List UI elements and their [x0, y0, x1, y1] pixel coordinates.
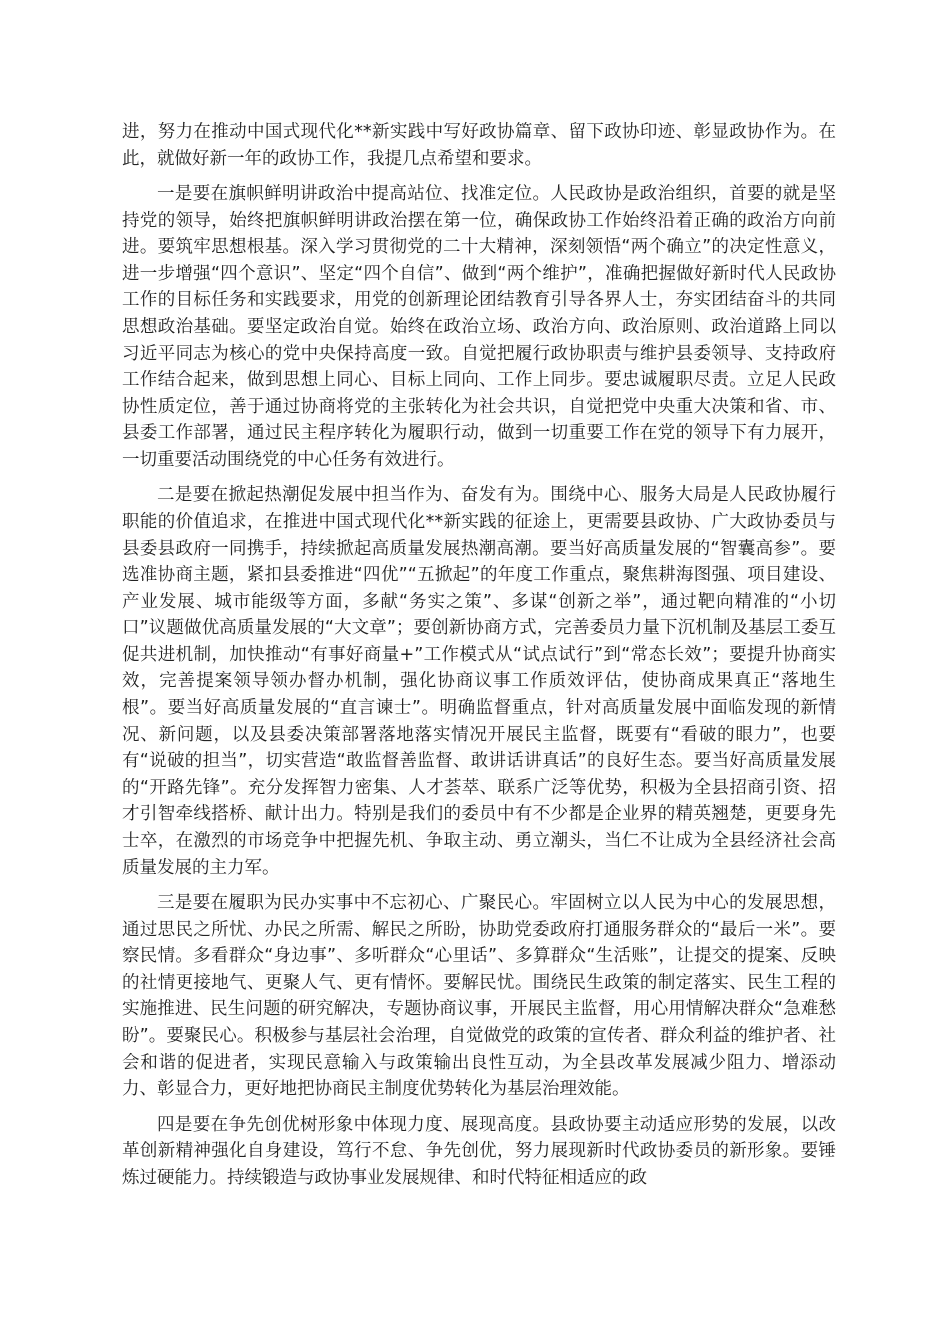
point-three-paragraph: 三是要在履职为民办实事中不忘初心、广聚民心。牢固树立以人民为中心的发展思想，通过思民之所忧、办民之所需、解民之所盼，协助党委政府打通服务群众的“最后一米”。要察民情。多看群众“身边事”、多听群众“心里话”、多算群众“生活账”，让提交的提案、反映的社情更接地气、更聚人气、更有情怀。要解民忧。围绕民生政策的制定落实、民生工程的实施推进、民生问题的研究解决，专题协商议事，开展民主监督，用心用情解决群众“急难愁盼”。要聚民心。积极参与基层社会治理，自觉做党的政策的宣传者、群众利益的维护者、社会和谐的促进者，实现民意输入与政策输出良性互动，为全县改革发展减少阻力、增添动力、彰显合力，更好地把协商民主制度优势转化为基层治理效能。: [122, 893, 836, 1100]
point-two-paragraph: 二是要在掀起热潮促发展中担当作为、奋发有为。围绕中心、服务大局是人民政协履行职能的价值追求，在推进中国式现代化**新实践的征途上，更需要县政协、广大政协委员与县委县政府一同携手，持续掀起高质量发展热潮高潮。要当好高质量发展的“智囊高参”。要选准协商主题，紧扣县委推进“四优”“五掀起”的年度工作重点，聚焦耕海图强、项目建设、产业发展、城市能级等方面，多献“务实之策”、多谋“创新之举”，通过靶向精准的“小切口”议题做优高质量发展的“大文章”；要创新协商方式，完善委员力量下沉机制及基层工委互促共进机制，加快推动“有事好商量+”工作模式从“试点试行”到“常态长效”；要提升协商实效，完善提案领导领办督办机制，强化协商议事工作质效评估，使协商成果真正“落地生根”。要当好高质量发展的“直言谏士”。明确监督重点，针对高质量发展中面临发现的新情况、新问题，以及县委决策部署落地落实情况开展民主监督，既要有“看破的眼力”，也要有“说破的担当”，切实营造“敢监督善监督、敢讲话讲真话”的良好生态。要当好高质量发展的“开路先锋”。充分发挥智力密集、人才荟萃、联系广泛等优势，积极为全县招商引资、招才引智牵线搭桥、献计出力。特别是我们的委员中有不少都是企业界的精英翘楚，更要身先士卒，在激烈的市场竞争中把握先机、争取主动、勇立潮头，当仁不让成为全县经济社会高质量发展的主力军。: [122, 485, 836, 878]
point-one-paragraph: 一是要在旗帜鲜明讲政治中提高站位、找准定位。人民政协是政治组织，首要的就是坚持党的领导，始终把旗帜鲜明讲政治摆在第一位，确保政协工作始终沿着正确的政治方向前进。要筑牢思想根基。深入学习贯彻党的二十大精神，深刻领悟“两个确立”的决定性意义，进一步增强“四个意识”、坚定“四个自信”、做到“两个维护”，准确把握做好新时代人民政协工作的目标任务和实践要求，用党的创新理论团结教育引导各界人士，夯实团结奋斗的共同思想政治基础。要坚定政治自觉。始终在政治立场、政治方向、政治原则、政治道路上同以习近平同志为核心的党中央保持高度一致。自觉把履行政协职责与维护县委领导、支持政府工作结合起来，做到思想上同心、目标上同向、工作上同步。要忠诚履职尽责。立足人民政协性质定位，善于通过协商将党的主张转化为社会共识，自觉把党中央重大决策和省、市、县委工作部署，通过民主程序转化为履职行动，做到一切重要工作在党的领导下有力展开，一切重要活动围绕党的中心任务有效进行。: [122, 183, 836, 470]
document-body: [122, 119, 836, 1200]
point-four-paragraph: 四是要在争先创优树形象中体现力度、展现高度。县政协要主动适应形势的发展，以改革创新精神强化自身建设，笃行不怠、争先创优，努力展现新时代政协委员的新形象。要锤炼过硬能力。持续锻造与政协事业发展规律、和时代特征相适应的政: [122, 1114, 836, 1188]
intro-paragraph: 进，努力在推动中国式现代化**新实践中写好政协篇章、留下政协印迹、彰显政协作为。在此，就做好新一年的政协工作，我提几点希望和要求。: [122, 122, 836, 169]
